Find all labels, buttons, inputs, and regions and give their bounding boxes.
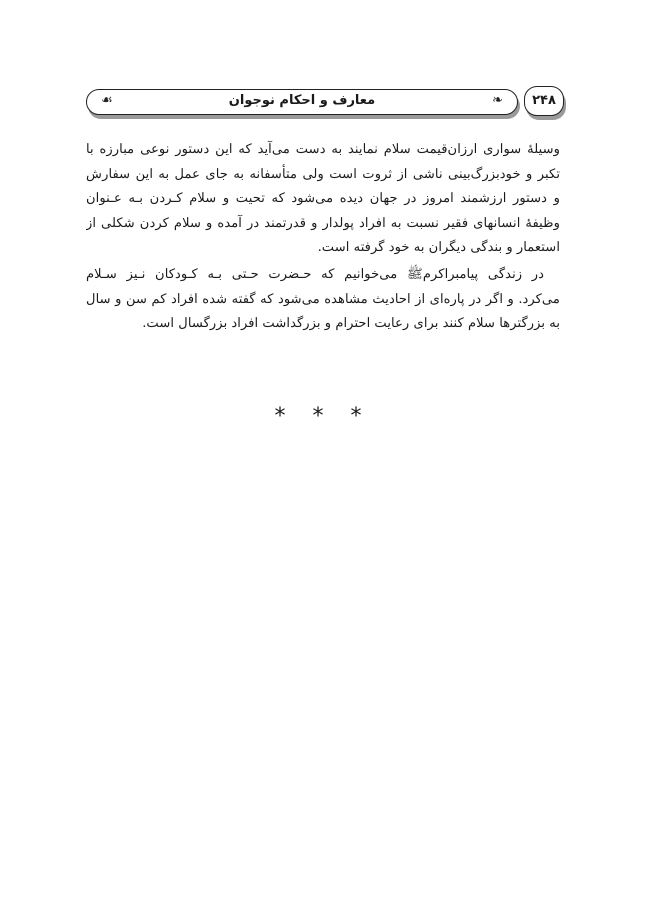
- text-line: تکبر و خودبزرگ‌بینی ناشی از ثروت است ولی متأسفانه به جای عمل به این سفارش: [86, 166, 560, 182]
- page-header: [86, 86, 564, 120]
- text-line: می‌کرد. و اگر در پاره‌ای از احادیث مشاهده می‌شود که گفته شده افراد کم سن و سال: [86, 291, 560, 307]
- text-line: وظیفهٔ انسانهای فقیر نسبت به افراد پولدار و قدرتمند در آمده و سلام کردن شکلی از: [86, 215, 560, 231]
- text-line: وسیلهٔ سواری ارزان‌قیمت سلام نمایند به دست می‌آید که این دستور نوعی مبارزه با: [86, 142, 560, 157]
- page-number: ۲۴۸: [524, 86, 564, 116]
- text-line: در زندگی پیامبراکرم‌ﷺ می‌خوانیم که حـضرت حـتی بـه کـودکان نـیز سـلام: [86, 266, 544, 282]
- running-title-frame: [86, 89, 518, 115]
- paragraph-2: [86, 263, 560, 337]
- text-line: استعمار و بندگی دیگران به خود گرفته است.: [317, 240, 560, 256]
- text-line: و دستور ارزشمند امروز در جهان دیده می‌شود که تحیت و سلام کـردن بـه عـنوان: [86, 191, 560, 207]
- running-title: معارف و احکام نوجوان: [228, 93, 376, 108]
- body-text: [86, 138, 560, 337]
- ornament-left-icon: ☙: [101, 93, 113, 108]
- text-line: به بزرگترها سلام کنند برای رعایت احترام و بزرگداشت افراد بزرگسال است.: [142, 316, 560, 332]
- paragraph-1: [86, 138, 560, 261]
- ornament-right-icon: ❧: [492, 93, 503, 108]
- section-separator: * * *: [274, 404, 372, 429]
